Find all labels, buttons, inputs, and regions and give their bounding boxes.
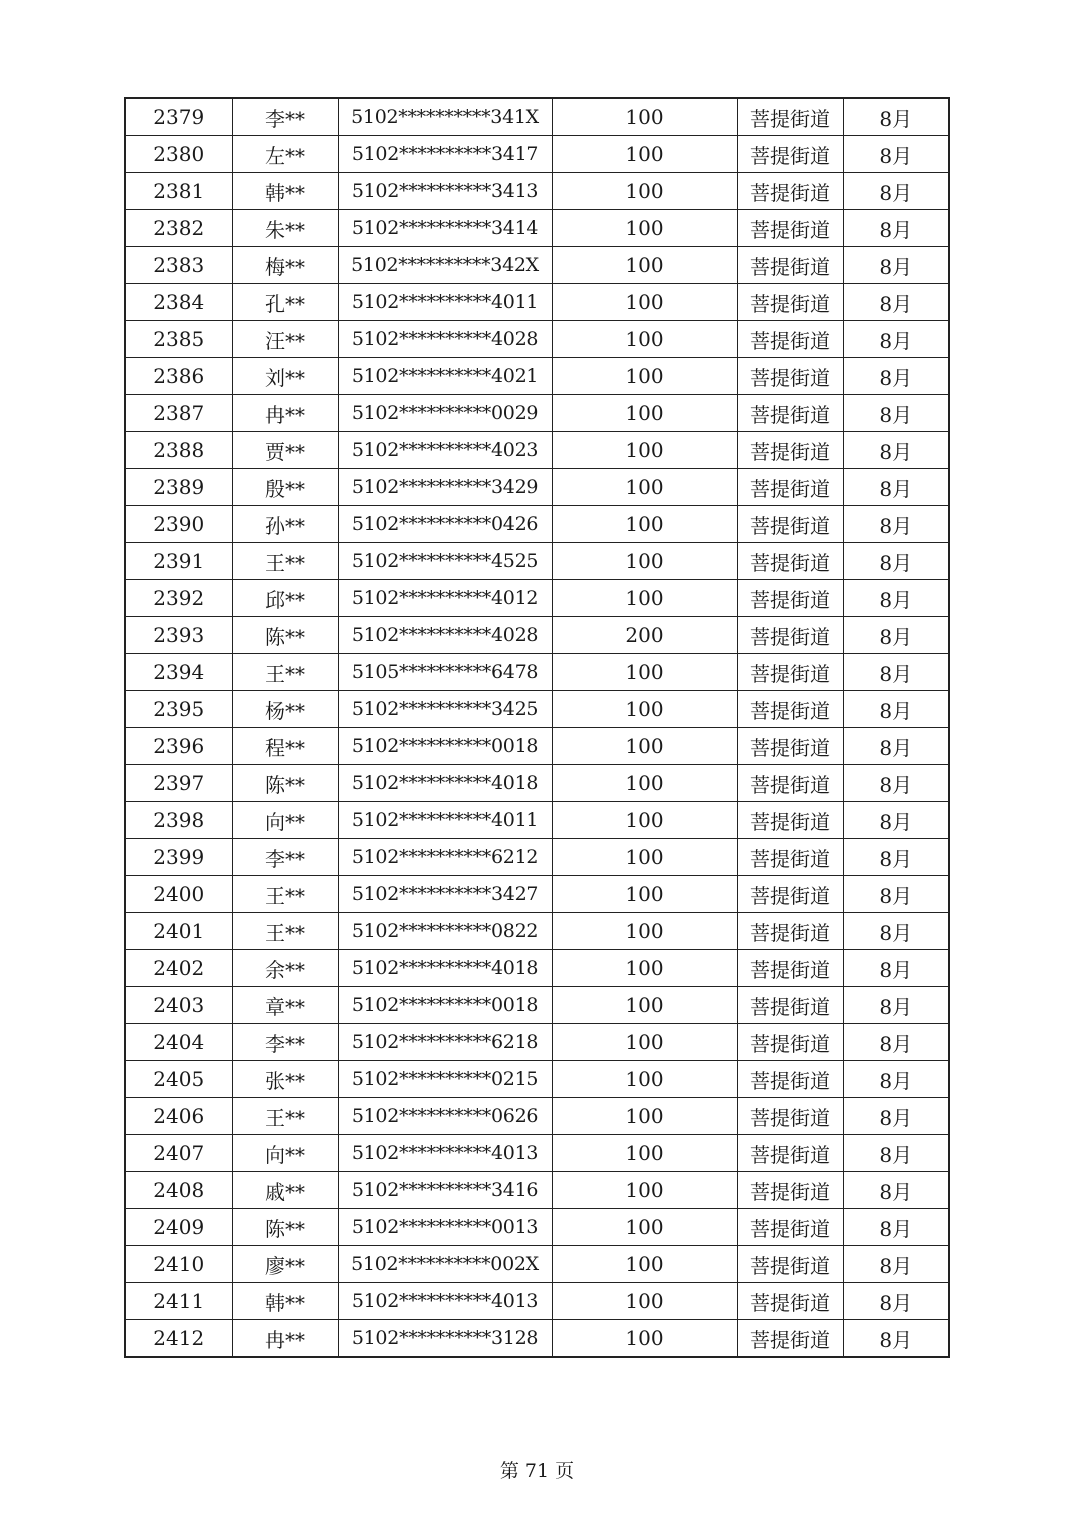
cell-id-number: 5105**********6478: [338, 654, 552, 691]
cell-street: 菩提街道: [737, 617, 843, 654]
cell-id-number: 5102**********0426: [338, 506, 552, 543]
cell-amount: 100: [552, 210, 737, 247]
table-row: [125, 1135, 949, 1172]
cell-id-number: 5102**********4023: [338, 432, 552, 469]
cell-name: 张**: [232, 1061, 338, 1098]
cell-month: 8月: [843, 654, 949, 691]
cell-amount: 100: [552, 950, 737, 987]
cell-name: 汪**: [232, 321, 338, 358]
cell-name: 章**: [232, 987, 338, 1024]
cell-street: 菩提街道: [737, 950, 843, 987]
table-row: [125, 617, 949, 654]
cell-name: 戚**: [232, 1172, 338, 1209]
table-row: [125, 876, 949, 913]
cell-amount: 100: [552, 284, 737, 321]
cell-serial-number: 2390: [125, 506, 232, 543]
cell-street: 菩提街道: [737, 1320, 843, 1358]
cell-id-number: 5102**********342X: [338, 247, 552, 284]
cell-amount: 100: [552, 1209, 737, 1246]
cell-id-number: 5102**********4012: [338, 580, 552, 617]
cell-amount: 100: [552, 580, 737, 617]
cell-serial-number: 2392: [125, 580, 232, 617]
cell-id-number: 5102**********4028: [338, 617, 552, 654]
cell-month: 8月: [843, 284, 949, 321]
table-row: [125, 173, 949, 210]
table-row: [125, 210, 949, 247]
cell-serial-number: 2403: [125, 987, 232, 1024]
cell-street: 菩提街道: [737, 1283, 843, 1320]
cell-street: 菩提街道: [737, 839, 843, 876]
cell-street: 菩提街道: [737, 876, 843, 913]
cell-month: 8月: [843, 1209, 949, 1246]
cell-serial-number: 2404: [125, 1024, 232, 1061]
cell-serial-number: 2410: [125, 1246, 232, 1283]
cell-serial-number: 2398: [125, 802, 232, 839]
cell-street: 菩提街道: [737, 1209, 843, 1246]
table-row: [125, 1246, 949, 1283]
cell-id-number: 5102**********0029: [338, 395, 552, 432]
cell-serial-number: 2379: [125, 98, 232, 136]
roster-table: [124, 97, 950, 1358]
cell-serial-number: 2383: [125, 247, 232, 284]
cell-street: 菩提街道: [737, 284, 843, 321]
cell-id-number: 5102**********3427: [338, 876, 552, 913]
cell-month: 8月: [843, 247, 949, 284]
cell-name: 李**: [232, 98, 338, 136]
cell-name: 李**: [232, 839, 338, 876]
cell-serial-number: 2405: [125, 1061, 232, 1098]
table-row: [125, 321, 949, 358]
cell-month: 8月: [843, 802, 949, 839]
cell-id-number: 5102**********4021: [338, 358, 552, 395]
cell-serial-number: 2412: [125, 1320, 232, 1358]
cell-month: 8月: [843, 913, 949, 950]
table-row: [125, 1172, 949, 1209]
table-row: [125, 136, 949, 173]
cell-serial-number: 2387: [125, 395, 232, 432]
cell-id-number: 5102**********3128: [338, 1320, 552, 1358]
cell-name: 王**: [232, 1098, 338, 1135]
cell-month: 8月: [843, 1172, 949, 1209]
cell-serial-number: 2396: [125, 728, 232, 765]
cell-amount: 100: [552, 136, 737, 173]
table-row: [125, 1061, 949, 1098]
cell-name: 孔**: [232, 284, 338, 321]
cell-month: 8月: [843, 321, 949, 358]
cell-name: 左**: [232, 136, 338, 173]
cell-amount: 100: [552, 358, 737, 395]
cell-street: 菩提街道: [737, 913, 843, 950]
cell-serial-number: 2384: [125, 284, 232, 321]
cell-month: 8月: [843, 765, 949, 802]
cell-id-number: 5102**********4011: [338, 284, 552, 321]
cell-amount: 100: [552, 654, 737, 691]
cell-id-number: 5102**********0822: [338, 913, 552, 950]
cell-serial-number: 2402: [125, 950, 232, 987]
cell-amount: 100: [552, 98, 737, 136]
cell-month: 8月: [843, 1024, 949, 1061]
cell-name: 王**: [232, 913, 338, 950]
cell-name: 余**: [232, 950, 338, 987]
cell-street: 菩提街道: [737, 210, 843, 247]
cell-id-number: 5102**********6218: [338, 1024, 552, 1061]
cell-name: 王**: [232, 654, 338, 691]
table-row: [125, 654, 949, 691]
cell-amount: 100: [552, 802, 737, 839]
cell-street: 菩提街道: [737, 506, 843, 543]
cell-serial-number: 2394: [125, 654, 232, 691]
cell-amount: 200: [552, 617, 737, 654]
cell-amount: 100: [552, 247, 737, 284]
cell-amount: 100: [552, 1283, 737, 1320]
cell-name: 朱**: [232, 210, 338, 247]
cell-serial-number: 2408: [125, 1172, 232, 1209]
cell-month: 8月: [843, 1320, 949, 1358]
cell-id-number: 5102**********4011: [338, 802, 552, 839]
cell-name: 陈**: [232, 1209, 338, 1246]
cell-id-number: 5102**********3425: [338, 691, 552, 728]
cell-name: 邱**: [232, 580, 338, 617]
cell-amount: 100: [552, 987, 737, 1024]
cell-id-number: 5102**********0018: [338, 728, 552, 765]
cell-street: 菩提街道: [737, 98, 843, 136]
cell-serial-number: 2409: [125, 1209, 232, 1246]
cell-serial-number: 2389: [125, 469, 232, 506]
cell-serial-number: 2395: [125, 691, 232, 728]
cell-id-number: 5102**********0626: [338, 1098, 552, 1135]
cell-id-number: 5102**********002X: [338, 1246, 552, 1283]
cell-month: 8月: [843, 210, 949, 247]
cell-name: 贾**: [232, 432, 338, 469]
cell-amount: 100: [552, 395, 737, 432]
cell-month: 8月: [843, 876, 949, 913]
cell-month: 8月: [843, 1061, 949, 1098]
table-row: [125, 913, 949, 950]
cell-amount: 100: [552, 1061, 737, 1098]
cell-name: 向**: [232, 802, 338, 839]
cell-amount: 100: [552, 765, 737, 802]
table-row: [125, 469, 949, 506]
cell-street: 菩提街道: [737, 580, 843, 617]
cell-month: 8月: [843, 173, 949, 210]
cell-id-number: 5102**********4018: [338, 765, 552, 802]
cell-id-number: 5102**********0013: [338, 1209, 552, 1246]
cell-amount: 100: [552, 1135, 737, 1172]
table-row: [125, 728, 949, 765]
cell-serial-number: 2393: [125, 617, 232, 654]
cell-serial-number: 2388: [125, 432, 232, 469]
cell-amount: 100: [552, 1024, 737, 1061]
cell-name: 廖**: [232, 1246, 338, 1283]
cell-name: 梅**: [232, 247, 338, 284]
cell-id-number: 5102**********3413: [338, 173, 552, 210]
table-row: [125, 1024, 949, 1061]
cell-month: 8月: [843, 136, 949, 173]
table-row: [125, 1209, 949, 1246]
cell-name: 王**: [232, 543, 338, 580]
cell-id-number: 5102**********3414: [338, 210, 552, 247]
cell-serial-number: 2400: [125, 876, 232, 913]
cell-serial-number: 2381: [125, 173, 232, 210]
cell-amount: 100: [552, 876, 737, 913]
cell-name: 刘**: [232, 358, 338, 395]
cell-id-number: 5102**********341X: [338, 98, 552, 136]
cell-serial-number: 2406: [125, 1098, 232, 1135]
cell-month: 8月: [843, 691, 949, 728]
cell-month: 8月: [843, 580, 949, 617]
roster-body: [125, 98, 949, 1357]
cell-month: 8月: [843, 358, 949, 395]
cell-serial-number: 2382: [125, 210, 232, 247]
cell-id-number: 5102**********4018: [338, 950, 552, 987]
cell-street: 菩提街道: [737, 469, 843, 506]
cell-amount: 100: [552, 913, 737, 950]
table-row: [125, 580, 949, 617]
cell-id-number: 5102**********3416: [338, 1172, 552, 1209]
cell-month: 8月: [843, 987, 949, 1024]
cell-amount: 100: [552, 1320, 737, 1358]
cell-month: 8月: [843, 469, 949, 506]
cell-month: 8月: [843, 1098, 949, 1135]
table-row: [125, 506, 949, 543]
cell-month: 8月: [843, 950, 949, 987]
cell-name: 杨**: [232, 691, 338, 728]
cell-street: 菩提街道: [737, 765, 843, 802]
cell-street: 菩提街道: [737, 543, 843, 580]
table-row: [125, 432, 949, 469]
table-row: [125, 987, 949, 1024]
cell-street: 菩提街道: [737, 432, 843, 469]
cell-name: 向**: [232, 1135, 338, 1172]
cell-month: 8月: [843, 432, 949, 469]
cell-name: 韩**: [232, 173, 338, 210]
page-number: 第 71 页: [499, 1460, 575, 1482]
cell-street: 菩提街道: [737, 1246, 843, 1283]
cell-street: 菩提街道: [737, 728, 843, 765]
cell-id-number: 5102**********4013: [338, 1283, 552, 1320]
cell-street: 菩提街道: [737, 173, 843, 210]
table-row: [125, 395, 949, 432]
cell-month: 8月: [843, 1283, 949, 1320]
cell-amount: 100: [552, 839, 737, 876]
cell-name: 王**: [232, 876, 338, 913]
cell-id-number: 5102**********4028: [338, 321, 552, 358]
table-row: [125, 950, 949, 987]
cell-name: 陈**: [232, 765, 338, 802]
cell-amount: 100: [552, 1098, 737, 1135]
cell-serial-number: 2399: [125, 839, 232, 876]
cell-street: 菩提街道: [737, 1061, 843, 1098]
cell-serial-number: 2407: [125, 1135, 232, 1172]
cell-street: 菩提街道: [737, 654, 843, 691]
cell-amount: 100: [552, 728, 737, 765]
cell-serial-number: 2397: [125, 765, 232, 802]
cell-serial-number: 2385: [125, 321, 232, 358]
cell-street: 菩提街道: [737, 1135, 843, 1172]
table-row: [125, 358, 949, 395]
cell-street: 菩提街道: [737, 395, 843, 432]
cell-serial-number: 2401: [125, 913, 232, 950]
table-row: [125, 1283, 949, 1320]
table-row: [125, 802, 949, 839]
cell-month: 8月: [843, 1135, 949, 1172]
cell-name: 李**: [232, 1024, 338, 1061]
cell-amount: 100: [552, 469, 737, 506]
cell-month: 8月: [843, 617, 949, 654]
cell-street: 菩提街道: [737, 136, 843, 173]
cell-month: 8月: [843, 506, 949, 543]
cell-serial-number: 2391: [125, 543, 232, 580]
table-row: [125, 839, 949, 876]
cell-month: 8月: [843, 543, 949, 580]
cell-month: 8月: [843, 728, 949, 765]
cell-id-number: 5102**********3429: [338, 469, 552, 506]
cell-serial-number: 2380: [125, 136, 232, 173]
table-row: [125, 543, 949, 580]
cell-name: 孙**: [232, 506, 338, 543]
cell-amount: 100: [552, 173, 737, 210]
cell-serial-number: 2386: [125, 358, 232, 395]
cell-id-number: 5102**********0215: [338, 1061, 552, 1098]
cell-street: 菩提街道: [737, 802, 843, 839]
table-row: [125, 1098, 949, 1135]
table-row: [125, 284, 949, 321]
cell-amount: 100: [552, 506, 737, 543]
cell-serial-number: 2411: [125, 1283, 232, 1320]
cell-street: 菩提街道: [737, 358, 843, 395]
cell-name: 冉**: [232, 1320, 338, 1358]
cell-month: 8月: [843, 98, 949, 136]
table-row: [125, 691, 949, 728]
cell-id-number: 5102**********3417: [338, 136, 552, 173]
table-row: [125, 1320, 949, 1358]
cell-amount: 100: [552, 1246, 737, 1283]
cell-street: 菩提街道: [737, 1098, 843, 1135]
cell-amount: 100: [552, 321, 737, 358]
table-row: [125, 765, 949, 802]
cell-amount: 100: [552, 432, 737, 469]
cell-street: 菩提街道: [737, 321, 843, 358]
table-row: [125, 247, 949, 284]
cell-amount: 100: [552, 691, 737, 728]
cell-id-number: 5102**********6212: [338, 839, 552, 876]
cell-name: 冉**: [232, 395, 338, 432]
cell-id-number: 5102**********4013: [338, 1135, 552, 1172]
cell-street: 菩提街道: [737, 247, 843, 284]
cell-id-number: 5102**********4525: [338, 543, 552, 580]
cell-street: 菩提街道: [737, 987, 843, 1024]
cell-amount: 100: [552, 1172, 737, 1209]
cell-name: 程**: [232, 728, 338, 765]
cell-amount: 100: [552, 543, 737, 580]
cell-name: 韩**: [232, 1283, 338, 1320]
cell-month: 8月: [843, 1246, 949, 1283]
cell-street: 菩提街道: [737, 691, 843, 728]
cell-id-number: 5102**********0018: [338, 987, 552, 1024]
cell-month: 8月: [843, 395, 949, 432]
cell-name: 陈**: [232, 617, 338, 654]
cell-month: 8月: [843, 839, 949, 876]
cell-name: 殷**: [232, 469, 338, 506]
table-row: [125, 98, 949, 136]
cell-street: 菩提街道: [737, 1172, 843, 1209]
cell-street: 菩提街道: [737, 1024, 843, 1061]
